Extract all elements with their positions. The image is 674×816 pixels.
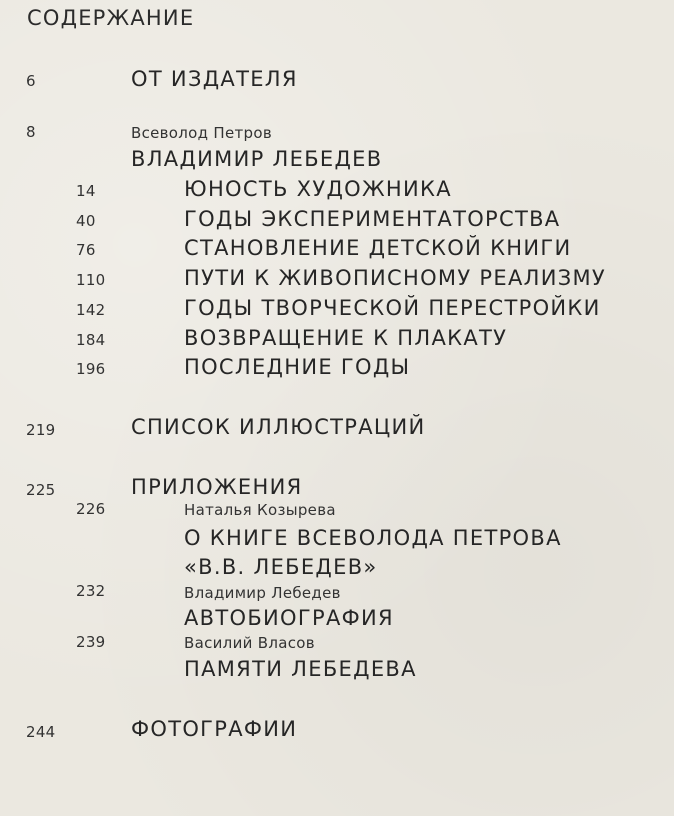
page-number: 6 [26,72,36,90]
author-name: Наталья Козырева [184,501,336,519]
page-number: 219 [26,421,56,439]
author-name: Василий Власов [184,634,315,652]
toc-chapter: ВОЗВРАЩЕНИЕ К ПЛАКАТУ [184,326,508,350]
page-number: 14 [76,182,96,200]
page-number: 184 [76,331,106,349]
page-number: 226 [76,500,106,518]
author-name: Владимир Лебедев [184,584,341,602]
page-number: 110 [76,271,106,289]
toc-entry-illustrations: СПИСОК ИЛЛЮСТРАЦИЙ [131,415,426,439]
toc-appendix-title: ПАМЯТИ ЛЕБЕДЕВА [184,657,417,681]
page-number: 225 [26,481,56,499]
toc-entry-publisher: ОТ ИЗДАТЕЛЯ [131,67,298,91]
page-number: 196 [76,360,106,378]
toc-entry-photos: ФОТОГРАФИИ [131,717,298,741]
toc-entry-lebedev: ВЛАДИМИР ЛЕБЕДЕВ [131,147,383,171]
author-name: Всеволод Петров [131,124,272,142]
page-number: 40 [76,212,96,230]
toc-appendix-title: АВТОБИОГРАФИЯ [184,606,394,630]
page-number: 244 [26,723,56,741]
toc-entry-appendices: ПРИЛОЖЕНИЯ [131,475,303,499]
toc-chapter: СТАНОВЛЕНИЕ ДЕТСКОЙ КНИГИ [184,236,572,260]
toc-chapter: ГОДЫ ЭКСПЕРИМЕНТАТОРСТВА [184,207,561,231]
toc-chapter: ПОСЛЕДНИЕ ГОДЫ [184,355,411,379]
page-number: 76 [76,241,96,259]
page-number: 232 [76,582,106,600]
page-number: 239 [76,633,106,651]
page-number: 142 [76,301,106,319]
page-number: 8 [26,123,36,141]
page-title: СОДЕРЖАНИЕ [27,6,195,30]
toc-appendix-title-line2: «В.В. ЛЕБЕДЕВ» [184,555,378,579]
toc-appendix-title: О КНИГЕ ВСЕВОЛОДА ПЕТРОВА [184,526,562,550]
toc-chapter: ЮНОСТЬ ХУДОЖНИКА [184,177,452,201]
toc-chapter: ГОДЫ ТВОРЧЕСКОЙ ПЕРЕСТРОЙКИ [184,296,601,320]
toc-chapter: ПУТИ К ЖИВОПИСНОМУ РЕАЛИЗМУ [184,266,607,290]
